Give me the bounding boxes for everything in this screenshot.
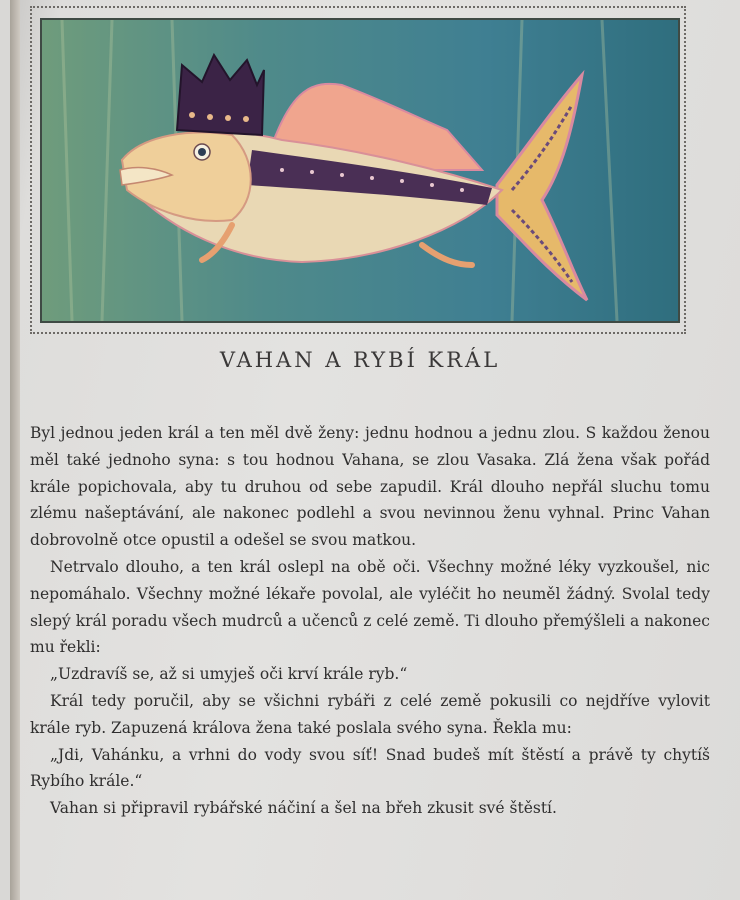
story-title: VAHAN A RYBÍ KRÁL xyxy=(219,348,501,372)
paragraph: Byl jednou jeden král a ten měl dvě ženy: jednu hodnou a jednu zlou. S každou ženou měl také jednoho syna: s tou hodnou Vahana, se zlou Vasaka. Zlá žena však pořád krále popichovala, aby tu druhou od sebe zapudil. Král dlouho nepřál sluchu tomu zlému našeptávání, ale nakonec podlehl a svou nevinnou ženu vyhnal. Princ Vahan dobrovolně otce opustil a odešel se svou matkou. xyxy=(30,424,710,550)
fish-king-picture xyxy=(42,20,678,321)
paragraph: „Uzdravíš se, až si umyješ oči krví krále ryb.“ xyxy=(50,665,408,684)
paragraph: Netrvalo dlouho, a ten král oslepl na obě oči. Všechny možné léky vyzkoušel, nic nepomáhalo. Všechny možné lékaře povolal, ale vyléčit ho neuměl žádný. Svolal tedy slepý král poradu všech mudrců a učenců z celé země. Ti dlouho přemýšleli a nakonec mu řekli: xyxy=(30,557,710,657)
paragraph: Král tedy poručil, aby se všichni rybáři z celé země pokusili co nejdříve vylovit krále ryb. Zapuzená králova žena také poslala svého syna. Řekla mu: xyxy=(30,691,710,737)
fish-king-illustration xyxy=(40,18,680,323)
story-text xyxy=(30,420,710,822)
book-page xyxy=(10,0,740,900)
book-spine xyxy=(10,0,20,900)
paragraph: „Jdi, Vahánku, a vrhni do vody svou síť! Snad budeš mít štěstí a právě ty chytíš Rybího krále.“ xyxy=(30,745,710,791)
paragraph: Vahan si připravil rybářské náčiní a šel na břeh zkusit své štěstí. xyxy=(50,799,557,818)
